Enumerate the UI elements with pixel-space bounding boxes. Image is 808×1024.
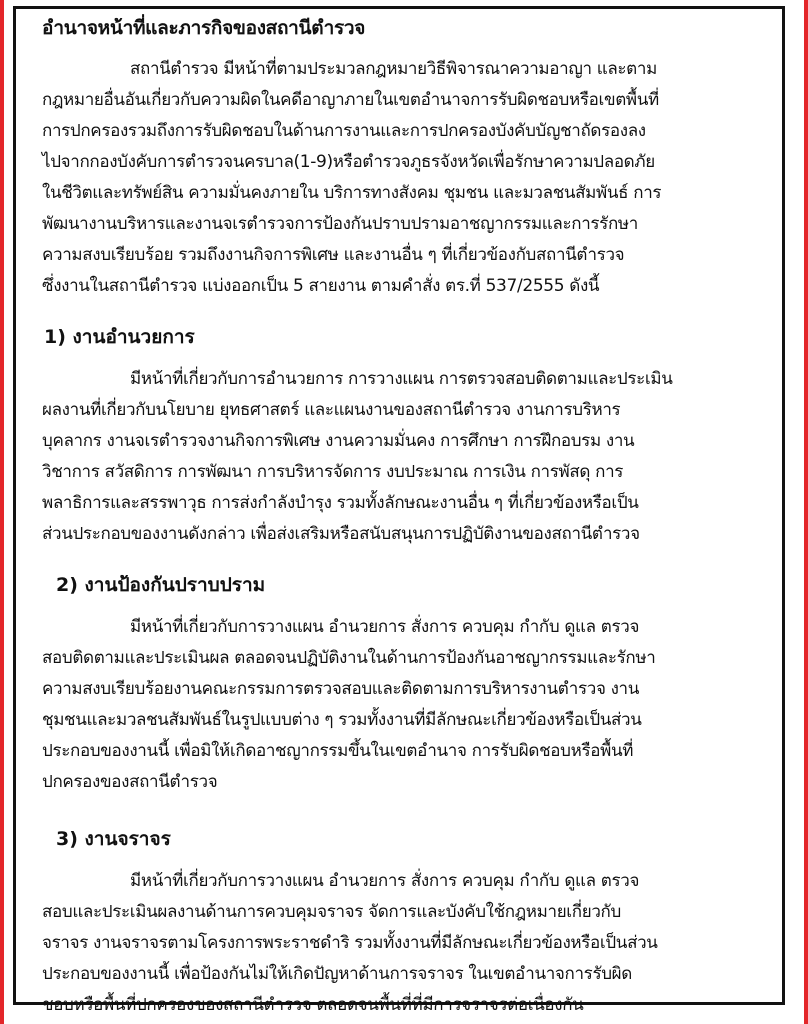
text-line: ชอบหรือพื้นที่ปกครองของสถานีตำรวจ ตลอดจนพื้นที่ที่มีการจราจรต่อเนื่องกัน xyxy=(42,995,584,1015)
text-line: ประกอบของงานนี้ เพื่อมิให้เกิดอาชญากรรมขึ้นในเขตอำนาจ การรับผิดชอบหรือพื้นที่ xyxy=(42,741,634,761)
document-title: อำนาจหน้าที่และภารกิจของสถานีตำรวจ xyxy=(42,17,366,39)
text-line: ซึ่งงานในสถานีตำรวจ แบ่งออกเป็น 5 สายงาน ตามคำสั่ง ตร.ที่ 537/2555 ดังนี้ xyxy=(42,276,600,296)
text-line: มีหน้าที่เกี่ยวกับการวางแผน อำนวยการ สั่งการ ควบคุม กำกับ ดูแล ตรวจ xyxy=(130,617,640,637)
text-line: สอบติดตามและประเมินผล ตลอดจนปฏิบัติงานในด้านการป้องกันอาชญากรรมและรักษา xyxy=(42,648,656,668)
left-red-edge xyxy=(0,0,4,1024)
section-heading-administration: 1) งานอำนวยการ xyxy=(44,326,195,348)
text-line: ปกครองของสถานีตำรวจ xyxy=(42,772,218,792)
text-line: การปกครองรวมถึงการรับผิดชอบในด้านการงานและการปกครองบังคับบัญชาถัดรองลง xyxy=(42,121,646,141)
document-body xyxy=(42,14,778,1021)
text-line: ประกอบของงานนี้ เพื่อป้องกันไม่ให้เกิดปัญหาด้านการจราจร ในเขตอำนาจการรับผิด xyxy=(42,964,632,984)
section-heading-crime-prevention: 2) งานป้องกันปราบปราม xyxy=(56,574,266,596)
section-paragraph-crime-prevention xyxy=(42,612,778,798)
right-red-edge xyxy=(804,0,808,1024)
text-line: มีหน้าที่เกี่ยวกับการวางแผน อำนวยการ สั่งการ ควบคุม กำกับ ดูแล ตรวจ xyxy=(130,871,640,891)
section-paragraph-administration xyxy=(42,364,778,550)
text-line: วิชาการ สวัสดิการ การพัฒนา การบริหารจัดการ งบประมาณ การเงิน การพัสดุ การ xyxy=(42,462,624,482)
text-line: มีหน้าที่เกี่ยวกับการอำนวยการ การวางแผน การตรวจสอบติดตามและประเมิน xyxy=(130,369,673,389)
text-line: จราจร งานจราจรตามโครงการพระราชดำริ รวมทั้งงานที่มีลักษณะเกี่ยวข้องหรือเป็นส่วน xyxy=(42,933,658,953)
text-line: สถานีตำรวจ มีหน้าที่ตามประมวลกฎหมายวิธีพิจารณาความอาญา และตาม xyxy=(130,59,657,79)
text-line: ผลงานที่เกี่ยวกับนโยบาย ยุทธศาสตร์ และแผนงานของสถานีตำรวจ งานการบริหาร xyxy=(42,400,621,420)
text-line: ในชีวิตและทรัพย์สิน ความมั่นคงภายใน บริการทางสังคม ชุมชน และมวลชนสัมพันธ์ การ xyxy=(42,183,662,203)
text-line: กฎหมายอื่นอันเกี่ยวกับความผิดในคดีอาญาภายในเขตอำนาจการรับผิดชอบหรือเขตพื้นที่ xyxy=(42,90,659,110)
text-line: ชุมชนและมวลชนสัมพันธ์ในรูปแบบต่าง ๆ รวมทั้งงานที่มีลักษณะเกี่ยวข้องหรือเป็นส่วน xyxy=(42,710,642,730)
section-paragraph-traffic xyxy=(42,866,778,1021)
text-line: ไปจากกองบังคับการตำรวจนครบาล(1-9)หรือตำรวจภูธรจังหวัดเพื่อรักษาความปลอดภัย xyxy=(42,152,655,172)
section-heading-traffic: 3) งานจราจร xyxy=(56,828,171,850)
text-line: สอบและประเมินผลงานด้านการควบคุมจราจร จัดการและบังคับใช้กฎหมายเกี่ยวกับ xyxy=(42,902,621,922)
text-line: บุคลากร งานจเรตำรวจงานกิจการพิเศษ งานความมั่นคง การศึกษา การฝึกอบรม งาน xyxy=(42,431,635,451)
intro-paragraph xyxy=(42,54,778,302)
text-line: ความสงบเรียบร้อยงานคณะกรรมการตรวจสอบและติดตามการบริหารงานตำรวจ งาน xyxy=(42,679,640,699)
text-line: ความสงบเรียบร้อย รวมถึงงานกิจการพิเศษ และงานอื่น ๆ ที่เกี่ยวข้องกับสถานีตำรวจ xyxy=(42,245,625,265)
text-line: ส่วนประกอบของงานดังกล่าว เพื่อส่งเสริมหรือสนับสนุนการปฏิบัติงานของสถานีตำรวจ xyxy=(42,524,640,544)
text-line: พลาธิการและสรรพาวุธ การส่งกำลังบำรุง รวมทั้งลักษณะงานอื่น ๆ ที่เกี่ยวข้องหรือเป็น xyxy=(42,493,639,513)
text-line: พัฒนางานบริหารและงานจเรตำรวจการป้องกันปราบปรามอาชญากรรมและการรักษา xyxy=(42,214,638,234)
